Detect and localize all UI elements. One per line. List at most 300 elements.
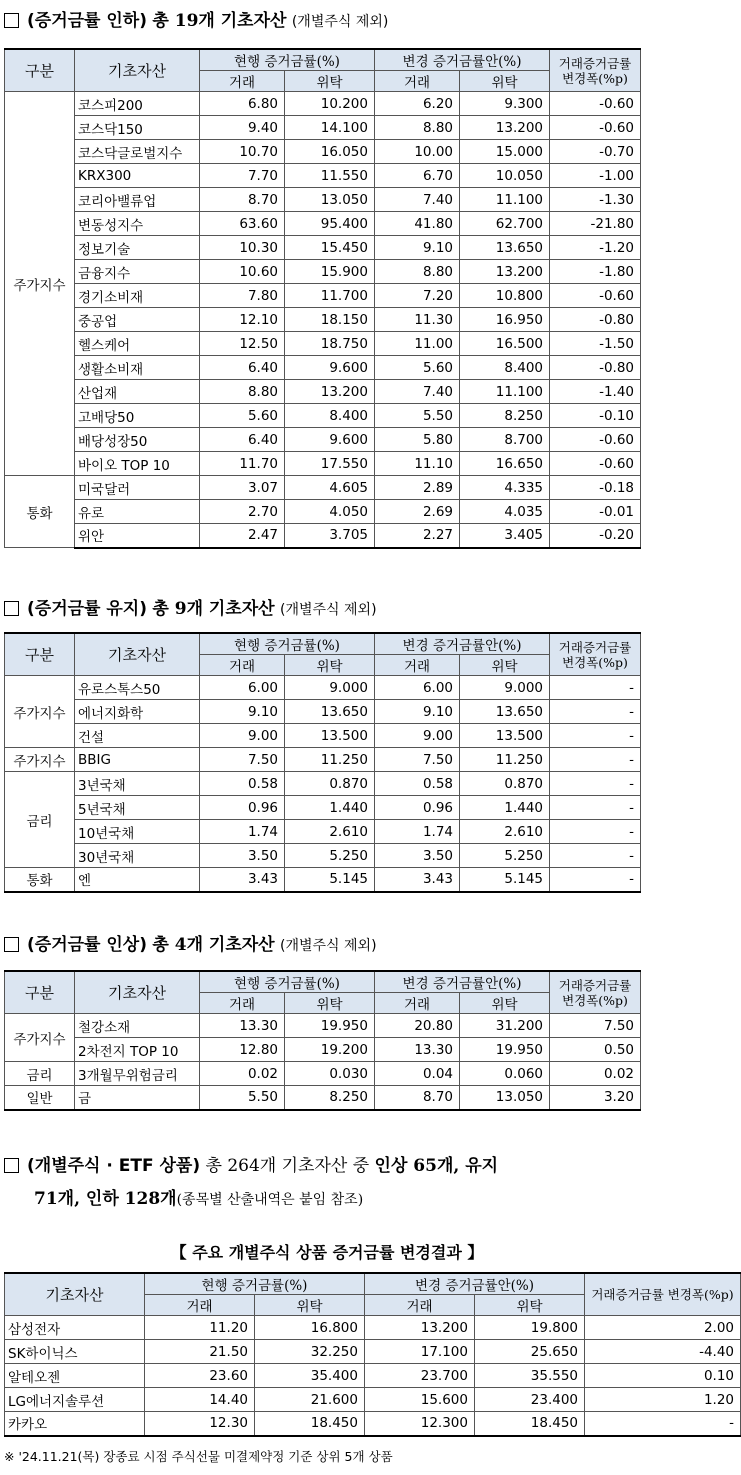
- table-row: [5, 308, 641, 332]
- value-cell: 1.20: [585, 1388, 741, 1412]
- asset-name: 위안: [75, 524, 200, 548]
- value-cell: 10.800: [460, 284, 550, 308]
- value-cell: 5.60: [375, 356, 460, 380]
- value-cell: -0.01: [550, 500, 641, 524]
- header-current: 현행 증거금률(%): [145, 1273, 365, 1295]
- value-cell: 9.10: [375, 700, 460, 724]
- value-cell: 1.74: [200, 820, 285, 844]
- value-cell: 17.100: [365, 1340, 475, 1364]
- value-cell: -: [550, 820, 641, 844]
- value-cell: 13.30: [200, 1014, 285, 1038]
- value-cell: -0.60: [550, 92, 641, 116]
- value-cell: 12.10: [200, 308, 285, 332]
- value-cell: 95.400: [285, 212, 375, 236]
- asset-name: 유로: [75, 500, 200, 524]
- value-cell: 0.10: [585, 1364, 741, 1388]
- value-cell: 18.150: [285, 308, 375, 332]
- asset-name: 카카오: [5, 1412, 145, 1436]
- value-cell: 18.450: [475, 1412, 585, 1436]
- value-cell: 11.550: [285, 164, 375, 188]
- checkbox-square-icon: [4, 937, 19, 952]
- value-cell: 2.89: [375, 476, 460, 500]
- value-cell: 8.70: [375, 1086, 460, 1110]
- value-cell: 10.70: [200, 140, 285, 164]
- header-asset: 기초자산: [75, 49, 200, 92]
- header-new: 변경 증거금률안(%): [365, 1273, 585, 1295]
- table-row: [5, 92, 641, 116]
- header-new-trust: 위탁: [460, 71, 550, 92]
- decrease-table: [4, 48, 641, 549]
- asset-name: 건설: [75, 724, 200, 748]
- value-cell: 10.200: [285, 92, 375, 116]
- value-cell: 9.600: [285, 356, 375, 380]
- header-current-trust: 위탁: [255, 1295, 365, 1316]
- value-cell: 3.43: [200, 868, 285, 892]
- value-cell: -1.40: [550, 380, 641, 404]
- value-cell: 17.550: [285, 452, 375, 476]
- asset-name: 5년국채: [75, 796, 200, 820]
- table-row: [5, 500, 641, 524]
- value-cell: 16.500: [460, 332, 550, 356]
- group-label: 금리: [5, 1062, 75, 1086]
- asset-name: 경기소비재: [75, 284, 200, 308]
- header-new-trust: 위탁: [460, 993, 550, 1014]
- value-cell: 0.96: [375, 796, 460, 820]
- value-cell: -1.30: [550, 188, 641, 212]
- value-cell: 11.20: [145, 1316, 255, 1340]
- value-cell: 0.02: [550, 1062, 641, 1086]
- table-row: [5, 164, 641, 188]
- section-title-individual-stocks: (개별주식 · ETF 상품) 총 264개 기초자산 중 인상 65개, 유지: [4, 1153, 498, 1179]
- asset-name: 고배당50: [75, 404, 200, 428]
- value-cell: -0.20: [550, 524, 641, 548]
- group-label: 주가지수: [5, 92, 75, 476]
- value-cell: 6.00: [200, 676, 285, 700]
- header-new-trade: 거래: [375, 993, 460, 1014]
- table-row: [5, 1388, 741, 1412]
- header-current-trade: 거래: [200, 71, 285, 92]
- value-cell: 3.20: [550, 1086, 641, 1110]
- value-cell: 9.10: [200, 700, 285, 724]
- table-row: [5, 428, 641, 452]
- header-current-trust: 위탁: [285, 655, 375, 676]
- value-cell: 9.00: [375, 724, 460, 748]
- value-cell: 11.700: [285, 284, 375, 308]
- value-cell: 0.58: [375, 772, 460, 796]
- value-cell: -0.60: [550, 284, 641, 308]
- header-asset: 기초자산: [75, 633, 200, 676]
- value-cell: 7.40: [375, 188, 460, 212]
- table-row: [5, 796, 641, 820]
- value-cell: 0.02: [200, 1062, 285, 1086]
- value-cell: 0.58: [200, 772, 285, 796]
- table-row: [5, 1412, 741, 1436]
- value-cell: 35.550: [475, 1364, 585, 1388]
- table-row: [5, 524, 641, 548]
- value-cell: 16.050: [285, 140, 375, 164]
- value-cell: 35.400: [255, 1364, 365, 1388]
- value-cell: 4.050: [285, 500, 375, 524]
- value-cell: 7.20: [375, 284, 460, 308]
- value-cell: 1.440: [460, 796, 550, 820]
- table-row: [5, 676, 641, 700]
- group-label: 일반: [5, 1086, 75, 1110]
- asset-name: 3년국채: [75, 772, 200, 796]
- value-cell: -21.80: [550, 212, 641, 236]
- value-cell: 12.30: [145, 1412, 255, 1436]
- value-cell: -: [550, 772, 641, 796]
- asset-name: 3개월무위험금리: [75, 1062, 200, 1086]
- value-cell: 62.700: [460, 212, 550, 236]
- value-cell: 5.250: [285, 844, 375, 868]
- header-new: 변경 증거금률안(%): [375, 971, 550, 993]
- group-label: 금리: [5, 772, 75, 868]
- table-row: [5, 260, 641, 284]
- table-row: [5, 116, 641, 140]
- value-cell: -1.20: [550, 236, 641, 260]
- value-cell: 11.250: [460, 748, 550, 772]
- value-cell: 13.30: [375, 1038, 460, 1062]
- table-row: [5, 188, 641, 212]
- value-cell: 7.50: [200, 748, 285, 772]
- value-cell: 13.500: [460, 724, 550, 748]
- value-cell: 3.07: [200, 476, 285, 500]
- table-row: [5, 700, 641, 724]
- value-cell: 11.70: [200, 452, 285, 476]
- value-cell: 14.40: [145, 1388, 255, 1412]
- value-cell: 2.610: [460, 820, 550, 844]
- asset-name: BBIG: [75, 748, 200, 772]
- increase-table: [4, 970, 641, 1111]
- table-row: [5, 332, 641, 356]
- value-cell: 6.00: [375, 676, 460, 700]
- table-row: [5, 844, 641, 868]
- value-cell: -0.60: [550, 452, 641, 476]
- value-cell: 13.650: [285, 700, 375, 724]
- value-cell: -1.50: [550, 332, 641, 356]
- value-cell: 4.335: [460, 476, 550, 500]
- asset-name: 코스닥글로벌지수: [75, 140, 200, 164]
- value-cell: 2.610: [285, 820, 375, 844]
- value-cell: 6.70: [375, 164, 460, 188]
- table-row: [5, 1014, 641, 1038]
- header-current: 현행 증거금률(%): [200, 49, 375, 71]
- value-cell: 10.30: [200, 236, 285, 260]
- value-cell: 13.650: [460, 236, 550, 260]
- header-current-trade: 거래: [200, 655, 285, 676]
- value-cell: 13.050: [285, 188, 375, 212]
- asset-name: 코스닥150: [75, 116, 200, 140]
- asset-name: 헬스케어: [75, 332, 200, 356]
- value-cell: 19.800: [475, 1316, 585, 1340]
- value-cell: 10.60: [200, 260, 285, 284]
- value-cell: -: [550, 868, 641, 892]
- value-cell: -: [550, 676, 641, 700]
- header-change: 거래증거금률 변경폭(%p): [550, 971, 641, 1014]
- table-row: [5, 380, 641, 404]
- value-cell: 5.250: [460, 844, 550, 868]
- value-cell: 8.80: [375, 260, 460, 284]
- asset-name: 엔: [75, 868, 200, 892]
- value-cell: 7.70: [200, 164, 285, 188]
- section-title-individual-stocks-line2: 71개, 인하 128개(종목별 산출내역은 붙임 참조): [34, 1189, 364, 1209]
- value-cell: 7.80: [200, 284, 285, 308]
- value-cell: 13.200: [460, 116, 550, 140]
- asset-name: 10년국채: [75, 820, 200, 844]
- value-cell: -: [550, 700, 641, 724]
- header-asset: 기초자산: [5, 1273, 145, 1316]
- value-cell: 18.450: [255, 1412, 365, 1436]
- value-cell: 5.50: [375, 404, 460, 428]
- group-label: 주가지수: [5, 676, 75, 748]
- value-cell: -0.60: [550, 116, 641, 140]
- value-cell: -: [585, 1412, 741, 1436]
- value-cell: 12.80: [200, 1038, 285, 1062]
- header-gubun: 구분: [5, 633, 75, 676]
- value-cell: 14.100: [285, 116, 375, 140]
- value-cell: 8.700: [460, 428, 550, 452]
- asset-name: 미국달러: [75, 476, 200, 500]
- table-row: [5, 1038, 641, 1062]
- group-label: 주가지수: [5, 748, 75, 772]
- header-new-trade: 거래: [375, 655, 460, 676]
- asset-name: 정보기술: [75, 236, 200, 260]
- group-label: 주가지수: [5, 1014, 75, 1062]
- table-row: [5, 1364, 741, 1388]
- value-cell: 0.04: [375, 1062, 460, 1086]
- value-cell: 23.60: [145, 1364, 255, 1388]
- value-cell: 9.000: [460, 676, 550, 700]
- table-row: [5, 748, 641, 772]
- value-cell: 20.80: [375, 1014, 460, 1038]
- value-cell: -4.40: [585, 1340, 741, 1364]
- value-cell: 6.40: [200, 428, 285, 452]
- value-cell: 2.69: [375, 500, 460, 524]
- value-cell: 6.80: [200, 92, 285, 116]
- asset-name: 삼성전자: [5, 1316, 145, 1340]
- value-cell: 9.10: [375, 236, 460, 260]
- asset-name: 코리아밸류업: [75, 188, 200, 212]
- value-cell: 11.100: [460, 380, 550, 404]
- value-cell: 5.80: [375, 428, 460, 452]
- value-cell: 4.605: [285, 476, 375, 500]
- value-cell: 19.200: [285, 1038, 375, 1062]
- asset-name: 2차전지 TOP 10: [75, 1038, 200, 1062]
- asset-name: 금: [75, 1086, 200, 1110]
- value-cell: 12.50: [200, 332, 285, 356]
- value-cell: 8.250: [460, 404, 550, 428]
- value-cell: 2.47: [200, 524, 285, 548]
- value-cell: -: [550, 724, 641, 748]
- asset-name: 에너지화학: [75, 700, 200, 724]
- value-cell: 11.250: [285, 748, 375, 772]
- table-row: [5, 284, 641, 308]
- header-current: 현행 증거금률(%): [200, 633, 375, 655]
- value-cell: -0.10: [550, 404, 641, 428]
- header-change: 거래증거금률 변경폭(%p): [550, 49, 641, 92]
- value-cell: 23.400: [475, 1388, 585, 1412]
- header-current: 현행 증거금률(%): [200, 971, 375, 993]
- value-cell: 15.450: [285, 236, 375, 260]
- asset-name: 생활소비재: [75, 356, 200, 380]
- table-row: [5, 1086, 641, 1110]
- table-row: [5, 1316, 741, 1340]
- footnote: ※ '24.11.21(목) 장종료 시점 주식선물 미결제약정 기준 상위 5개 상품: [4, 1449, 393, 1464]
- value-cell: -: [550, 844, 641, 868]
- value-cell: 21.50: [145, 1340, 255, 1364]
- value-cell: -: [550, 796, 641, 820]
- section-title-decrease: (증거금률 인하) 총 19개 기초자산 (개별주식 제외): [4, 8, 388, 35]
- table-row: [5, 820, 641, 844]
- value-cell: 41.80: [375, 212, 460, 236]
- header-new-trade: 거래: [375, 71, 460, 92]
- value-cell: 13.200: [460, 260, 550, 284]
- value-cell: 0.060: [460, 1062, 550, 1086]
- value-cell: 23.700: [365, 1364, 475, 1388]
- table-row: [5, 140, 641, 164]
- value-cell: 0.96: [200, 796, 285, 820]
- table-row: [5, 868, 641, 892]
- value-cell: 7.50: [375, 748, 460, 772]
- value-cell: -0.18: [550, 476, 641, 500]
- header-current-trade: 거래: [145, 1295, 255, 1316]
- header-change: 거래증거금률 변경폭(%p): [550, 633, 641, 676]
- header-new-trust: 위탁: [460, 655, 550, 676]
- header-new: 변경 증거금률안(%): [375, 633, 550, 655]
- value-cell: 18.750: [285, 332, 375, 356]
- value-cell: 5.50: [200, 1086, 285, 1110]
- value-cell: 9.600: [285, 428, 375, 452]
- value-cell: 25.650: [475, 1340, 585, 1364]
- value-cell: 13.500: [285, 724, 375, 748]
- asset-name: 산업재: [75, 380, 200, 404]
- value-cell: 16.650: [460, 452, 550, 476]
- value-cell: 6.20: [375, 92, 460, 116]
- value-cell: 8.400: [460, 356, 550, 380]
- table-row: [5, 404, 641, 428]
- value-cell: 21.600: [255, 1388, 365, 1412]
- asset-name: 변동성지수: [75, 212, 200, 236]
- value-cell: 1.440: [285, 796, 375, 820]
- asset-name: 코스피200: [75, 92, 200, 116]
- value-cell: -0.80: [550, 356, 641, 380]
- checkbox-square-icon: [4, 13, 19, 28]
- value-cell: 8.400: [285, 404, 375, 428]
- value-cell: 13.650: [460, 700, 550, 724]
- value-cell: -: [550, 748, 641, 772]
- header-new-trade: 거래: [365, 1295, 475, 1316]
- header-current-trust: 위탁: [285, 71, 375, 92]
- asset-name: SK하이닉스: [5, 1340, 145, 1364]
- value-cell: 2.70: [200, 500, 285, 524]
- value-cell: 0.50: [550, 1038, 641, 1062]
- value-cell: 13.050: [460, 1086, 550, 1110]
- asset-name: 30년국채: [75, 844, 200, 868]
- header-new-trust: 위탁: [475, 1295, 585, 1316]
- value-cell: 16.950: [460, 308, 550, 332]
- major-stocks-title: 【 주요 개별주식 상품 증거금률 변경결과 】: [170, 1243, 484, 1262]
- value-cell: 9.300: [460, 92, 550, 116]
- value-cell: 7.40: [375, 380, 460, 404]
- value-cell: 3.50: [375, 844, 460, 868]
- checkbox-square-icon: [4, 1158, 19, 1173]
- header-gubun: 구분: [5, 49, 75, 92]
- asset-name: KRX300: [75, 164, 200, 188]
- value-cell: 6.40: [200, 356, 285, 380]
- asset-name: 철강소재: [75, 1014, 200, 1038]
- value-cell: -0.80: [550, 308, 641, 332]
- major-stocks-table: [4, 1272, 741, 1437]
- value-cell: 11.100: [460, 188, 550, 212]
- value-cell: 19.950: [285, 1014, 375, 1038]
- table-row: [5, 1062, 641, 1086]
- value-cell: -0.70: [550, 140, 641, 164]
- asset-name: LG에너지솔루션: [5, 1388, 145, 1412]
- value-cell: 13.200: [365, 1316, 475, 1340]
- value-cell: 32.250: [255, 1340, 365, 1364]
- table-row: [5, 452, 641, 476]
- table-row: [5, 772, 641, 796]
- header-current-trust: 위탁: [285, 993, 375, 1014]
- value-cell: -1.00: [550, 164, 641, 188]
- table-row: [5, 1340, 741, 1364]
- table-row: [5, 212, 641, 236]
- group-label: 통화: [5, 476, 75, 548]
- value-cell: 9.00: [200, 724, 285, 748]
- value-cell: -0.60: [550, 428, 641, 452]
- asset-name: 유로스톡스50: [75, 676, 200, 700]
- header-current-trade: 거래: [200, 993, 285, 1014]
- value-cell: 1.74: [375, 820, 460, 844]
- value-cell: 2.27: [375, 524, 460, 548]
- value-cell: 0.870: [285, 772, 375, 796]
- value-cell: 3.705: [285, 524, 375, 548]
- value-cell: 10.00: [375, 140, 460, 164]
- value-cell: 19.950: [460, 1038, 550, 1062]
- value-cell: 11.00: [375, 332, 460, 356]
- section-title-increase: (증거금률 인상) 총 4개 기초자산 (개별주식 제외): [4, 932, 377, 959]
- value-cell: 11.10: [375, 452, 460, 476]
- table-row: [5, 724, 641, 748]
- value-cell: 0.030: [285, 1062, 375, 1086]
- value-cell: 3.43: [375, 868, 460, 892]
- value-cell: 9.40: [200, 116, 285, 140]
- value-cell: 15.600: [365, 1388, 475, 1412]
- value-cell: 2.00: [585, 1316, 741, 1340]
- value-cell: -1.80: [550, 260, 641, 284]
- value-cell: 15.900: [285, 260, 375, 284]
- checkbox-square-icon: [4, 601, 19, 616]
- asset-name: 금융지수: [75, 260, 200, 284]
- value-cell: 8.70: [200, 188, 285, 212]
- value-cell: 10.050: [460, 164, 550, 188]
- asset-name: 배당성장50: [75, 428, 200, 452]
- value-cell: 3.50: [200, 844, 285, 868]
- value-cell: 16.800: [255, 1316, 365, 1340]
- value-cell: 31.200: [460, 1014, 550, 1038]
- header-gubun: 구분: [5, 971, 75, 1014]
- value-cell: 8.80: [200, 380, 285, 404]
- table-row: [5, 236, 641, 260]
- value-cell: 5.145: [460, 868, 550, 892]
- table-row: [5, 356, 641, 380]
- value-cell: 0.870: [460, 772, 550, 796]
- table-row: [5, 476, 641, 500]
- value-cell: 5.60: [200, 404, 285, 428]
- value-cell: 7.50: [550, 1014, 641, 1038]
- value-cell: 4.035: [460, 500, 550, 524]
- header-asset: 기초자산: [75, 971, 200, 1014]
